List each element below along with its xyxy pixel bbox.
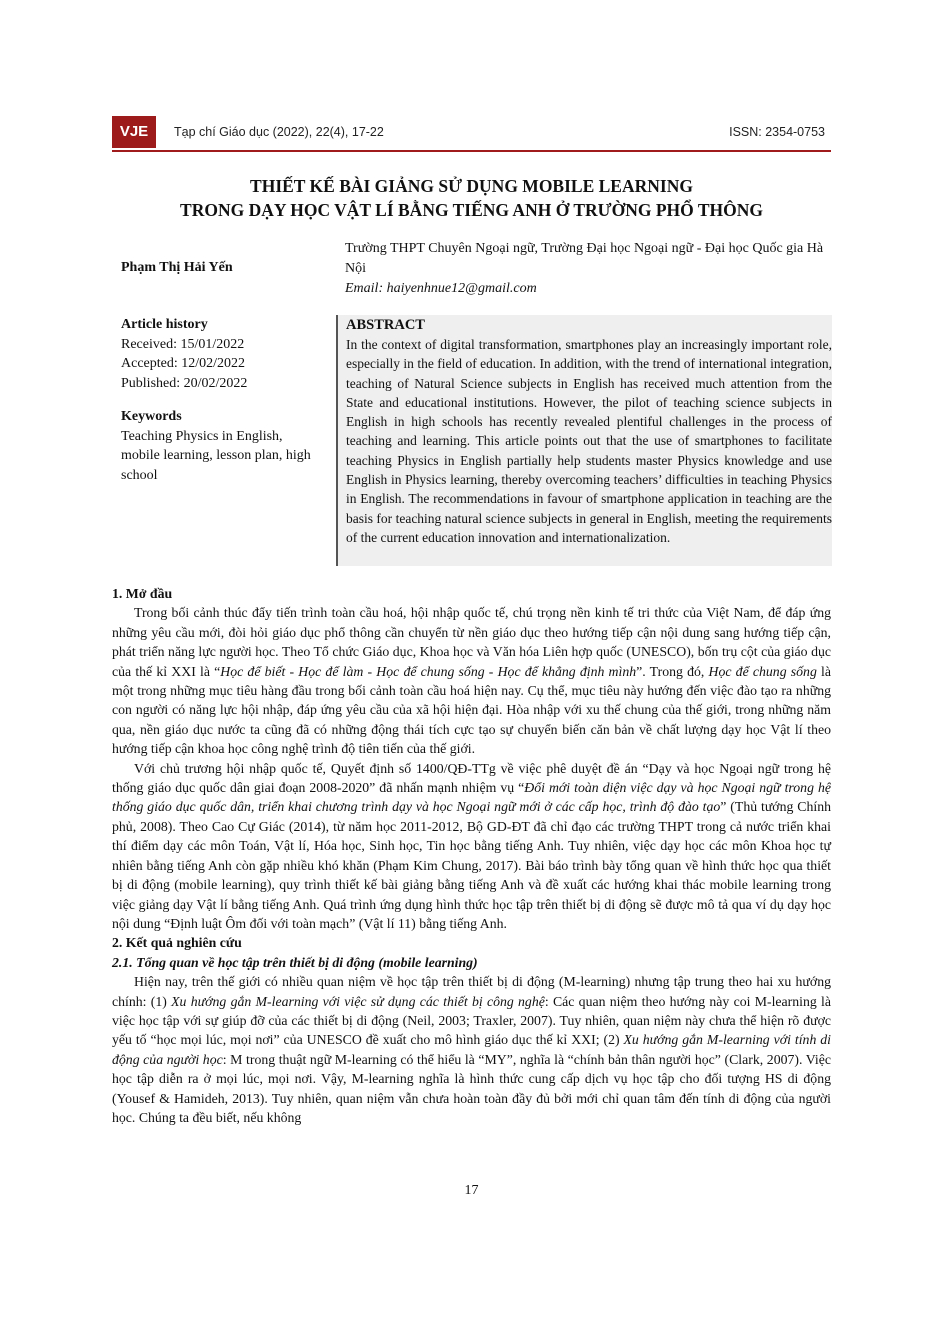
paragraph-1: Trong bối cảnh thúc đẩy tiến trình toàn cầu hoá, hội nhập quốc tế, chú trọng nền kinh tế tri thức của Việt Nam, để đáp ứng những yêu cầu mới, đòi hỏi giáo dục phổ thông cần chuyển từ nền giáo dục theo hướng tiếp cận nội dung sang hướng tiếp cận, phát triển năng lực người học. Theo Tổ chức Giáo dục, Khoa học và Văn hóa Liên hợp quốc (UNESCO), bốn trụ cột của giáo dục của thế kỉ XXI là “Học để biết - Học để làm - Học để chung sống - Học để khẳng định mình”. Trong đó, Học để chung sống là một trong những mục tiêu hàng đầu trong bối cảnh toàn cầu hoá hiện nay. Cụ thể, mục tiêu này hướng đến việc đào tạo ra những con người có năng lực hội nhập, đáp ứng yêu cầu của xã hội hiện đại. Hòa nhập với xu thế chung của thế giới, trong những năm qua, nền giáo dục nước ta cũng đã có những động thái tích cực tạo sự chuyển biến căn bản về chất lượng dạy học Vật lí theo hướng tiếp cận khoa học công nghệ trình độ tiên tiến của thế giới. bbox=[112, 605, 831, 757]
keywords-text: Teaching Physics in English, mobile learning, lesson plan, high school bbox=[121, 428, 311, 483]
author-name: Phạm Thị Hải Yến bbox=[121, 260, 233, 275]
title-line-1: THIẾT KẾ BÀI GIẢNG SỬ DỤNG MOBILE LEARNING bbox=[250, 176, 693, 196]
author-affiliation-block bbox=[345, 239, 831, 299]
published-date: Published: 20/02/2022 bbox=[121, 375, 248, 391]
history-heading: Article history bbox=[121, 317, 208, 332]
section-heading-1: 1. Mở đầu bbox=[112, 586, 173, 601]
paragraph-2: Với chủ trương hội nhập quốc tế, Quyết định số 1400/QĐ-TTg về việc phê duyệt đề án “Dạy và học Ngoại ngữ trong hệ thống giáo dục quốc dân giai đoạn 2008-2020” đã nhấn mạnh nhiệm vụ “Đổi mới toàn diện việc dạy và học Ngoại ngữ trong hệ thống giáo dục quốc dân, triển khai chương trình dạy và học Ngoại ngữ mới ở các cấp học, trình độ đào tạo” (Thủ tướng Chính phủ, 2008). Theo Cao Cự Giác (2014), từ năm học 2011-2012, Bộ GD-ĐT đã chỉ đạo các trường THPT trong cả nước triển khai thí điểm dạy các môn Toán, Vật lí, Hóa học, Sinh học, Tin học bằng tiếng Anh. Tuy nhiên, việc dạy học các môn Khoa học tự nhiên bằng tiếng Anh còn gặp nhiều khó khăn (Phạm Kim Chung, 2017). Bài báo trình bày tổng quan về hình thức học qua thiết bị di động (mobile learning), quy trình thiết kế bài giảng bằng tiếng Anh và đề xuất các hướng khai thác mobile learning trong việc giảng dạy Vật lí bằng tiếng Anh. Quá trình ứng dụng hình thức học tập trên thiết bị di động sẽ được mô tả qua ví dụ dạy học nội dung “Định luật Ôm đối với toàn mạch” (Vật lí 11) bằng tiếng Anh. bbox=[112, 760, 832, 931]
subsection-heading-2-1: 2.1. Tổng quan về học tập trên thiết bị di động (mobile learning) bbox=[112, 954, 478, 970]
journal-issn: ISSN: 2354-0753 bbox=[729, 125, 825, 139]
article-title bbox=[112, 174, 831, 222]
article-body bbox=[112, 584, 831, 1127]
abstract-box bbox=[336, 315, 832, 566]
author-email[interactable]: Email: haiyenhnue12@gmail.com bbox=[345, 281, 537, 296]
journal-header bbox=[112, 116, 831, 152]
abstract-text: In the context of digital transformation, smartphones play an increasingly important role, especially in the field of education. In addition, with the trend of international integration, teaching of Natural Science subjects in English has received much attention from the State and educational institutions. However, the pilot of teaching science subjects in English in high schools has recently revealed plentiful challenges in the process of teaching and learning. This article points out that the use of smartphones to facilitate teaching Physics in English partially help students master Physics knowledge and use English in Physics learning, thereby overcoming teachers’ difficulties in teaching Physics in English. The recommendations in favour of smartphone application in teaching are the basis for teaching natural science subjects in general in English, meeting the requirements of the current education innovation and internationalization. bbox=[346, 337, 832, 545]
keywords-heading: Keywords bbox=[121, 409, 182, 424]
author-affiliation: Trường THPT Chuyên Ngoại ngữ, Trường Đại học Ngoại ngữ - Đại học Quốc gia Hà Nội bbox=[345, 241, 824, 276]
abstract-heading: ABSTRACT bbox=[346, 317, 425, 333]
journal-citation: Tạp chí Giáo dục (2022), 22(4), 17-22 bbox=[174, 125, 384, 139]
page-number: 17 bbox=[464, 1183, 479, 1198]
received-date: Received: 15/01/2022 bbox=[121, 336, 245, 352]
journal-logo: VJE bbox=[112, 116, 156, 148]
accepted-date: Accepted: 12/02/2022 bbox=[121, 356, 246, 371]
paragraph-3: Hiện nay, trên thế giới có nhiều quan niệm về học tập trên thiết bị di động (M-learning) nhưng tập trung theo hai xu hướng chính: (1) Xu hướng gắn M-learning với việc sử dụng các thiết bị công nghệ: Các quan niệm theo hướng này coi M-learning là việc học tập với sự giúp đỡ của các thiết bị di động (Neil, 2003; Traxler, 2007). Tuy nhiên, quan niệm này chưa thể hiện rõ được yếu tố “học mọi lúc, mọi nơi” của UNESCO đề xuất cho mô hình giáo dục thế kỉ XXI; (2) Xu hướng gắn M-learning với tính di động của người học: M trong thuật ngữ M-learning có thể hiểu là “MY”, nghĩa là “chính bản thân người học” (Clark, 2007). Việc học tập diễn ra ở mọi lúc, mọi nơi. Vậy, M-learning nghĩa là hình thức cung cấp dịch vụ học tập cho đối tượng HS di động (Yousef & Hamideh, 2013). Tuy nhiên, quan niệm vẫn chưa hoàn toàn đầy đủ bởi mới chỉ quan tâm đến tính di động của người học. Chúng ta đều biết, nếu không bbox=[112, 974, 831, 1125]
article-meta bbox=[121, 315, 321, 485]
title-line-2: TRONG DẠY HỌC VẬT LÍ BẰNG TIẾNG ANH Ở TRƯỜNG PHỔ THÔNG bbox=[180, 200, 763, 220]
section-heading-2: 2. Kết quả nghiên cứu bbox=[112, 935, 242, 951]
